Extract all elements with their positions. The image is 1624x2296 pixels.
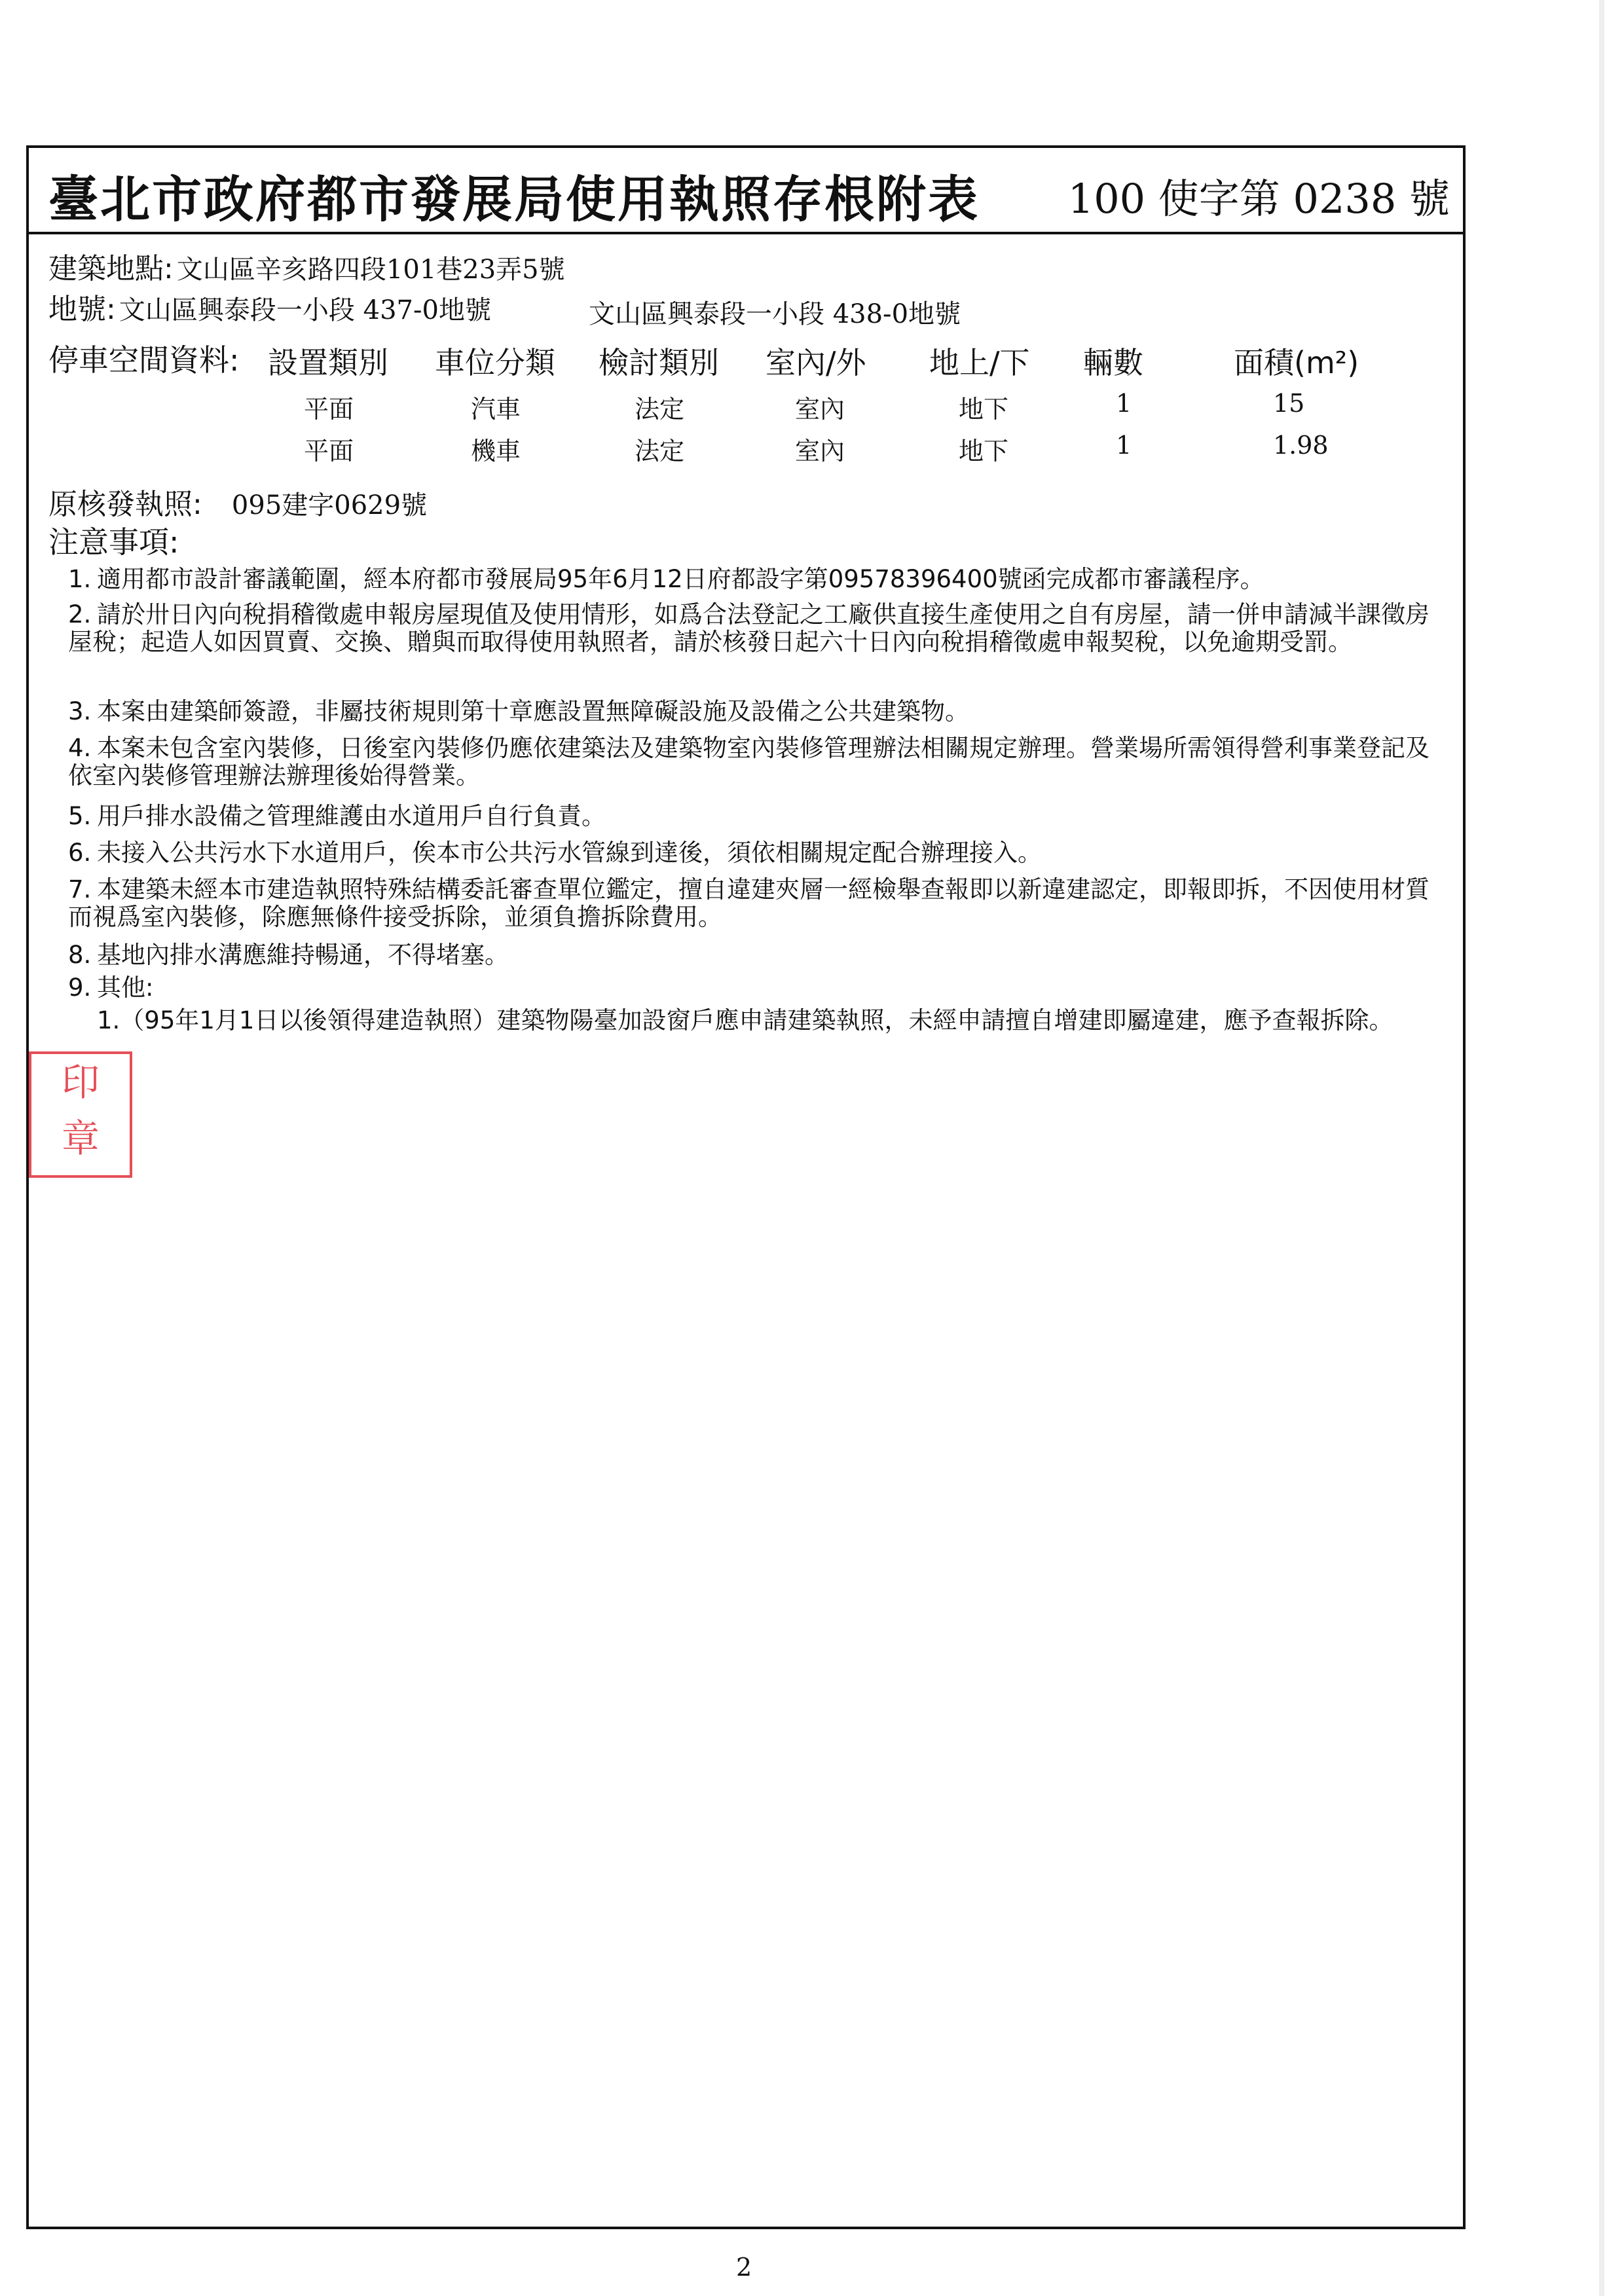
document-frame xyxy=(26,145,1466,2282)
parking-row-2-review-type: 法定 xyxy=(635,437,685,465)
parking-row-2-above-below: 地下 xyxy=(959,437,1009,465)
document-title: 臺北市政府都市發展局使用執照存根附表 xyxy=(48,170,980,228)
parking-header-indoor-outdoor: 室內/外 xyxy=(766,345,866,380)
note-item-4: 4. 本案未包含室內裝修，日後室內裝修仍應依建築法及建築物室內裝修管理辦法相關規定辦理。營業場所需領得營利事業登記及依室內裝修管理辦法辦理後始得營業。 xyxy=(68,734,1430,790)
original-permit-line xyxy=(48,481,427,522)
parking-row-2-area: 1.98 xyxy=(1273,431,1329,460)
parking-label: 停車空間資料: xyxy=(48,342,240,378)
address-line xyxy=(48,245,565,287)
lot-label: 地號: xyxy=(48,293,116,326)
parking-row-1-count: 1 xyxy=(1116,389,1132,418)
parking-row-1-area: 15 xyxy=(1273,389,1305,418)
parking-row-2-setting: 平面 xyxy=(304,437,354,465)
parking-row-1-space-type: 汽車 xyxy=(471,395,521,424)
parking-header-space-type: 車位分類 xyxy=(435,345,555,380)
note-item-9: 9. 其他: xyxy=(68,974,154,1002)
red-seal-stamp: 印 章 xyxy=(29,1051,132,1178)
lot-value-2: 文山區興泰段一小段 438-0地號 xyxy=(589,299,961,329)
parking-header-count: 輛數 xyxy=(1083,345,1143,380)
address-label: 建築地點: xyxy=(48,252,174,285)
parking-row-1-indoor-outdoor: 室內 xyxy=(795,395,845,424)
parking-header-area: 面積(m²) xyxy=(1234,345,1359,380)
address-value: 文山區辛亥路四段101巷23弄5號 xyxy=(176,255,565,285)
note-item-8: 8. 基地內排水溝應維持暢通，不得堵塞。 xyxy=(68,941,509,969)
note-item-3: 3. 本案由建築師簽證，非屬技術規則第十章應設置無障礙設施及設備之公共建築物。 xyxy=(68,697,969,725)
parking-header-review-type: 檢討類別 xyxy=(599,345,719,380)
notes-label: 注意事項: xyxy=(48,524,179,560)
note-item-6: 6. 未接入公共污水下水道用戶，俟本市公共污水管線到達後，須依相關規定配合辦理接入。 xyxy=(68,839,1042,867)
parking-header-setting: 設置類別 xyxy=(268,345,388,380)
page-number: 2 xyxy=(736,2253,752,2282)
original-permit-label: 原核發執照: xyxy=(48,488,202,521)
lot-value-1: 文山區興泰段一小段 437-0地號 xyxy=(119,295,491,325)
note-item-5: 5. 用戶排水設備之管理維護由水道用戶自行負責。 xyxy=(68,802,606,830)
scan-edge xyxy=(1599,0,1604,2296)
parking-row-1-above-below: 地下 xyxy=(959,395,1009,424)
parking-row-2-indoor-outdoor: 室內 xyxy=(795,437,845,465)
parking-row-1-setting: 平面 xyxy=(304,395,354,424)
parking-header-above-below: 地上/下 xyxy=(929,345,1030,380)
permit-number: 100 使字第 0238 號 xyxy=(1067,175,1450,223)
note-item-7: 7. 本建築未經本市建造執照特殊結構委託審查單位鑑定，擅自違建夾層一經檢舉查報即以新違建認定，即報即拆，不因使用材質而視爲室內裝修，除應無條件接受拆除，並須負擔拆除費用。 xyxy=(68,875,1430,931)
original-permit-value: 095建字0629號 xyxy=(231,490,428,520)
parking-row-2-space-type: 機車 xyxy=(471,437,521,465)
note-item-2: 2. 請於卅日內向稅捐稽徵處申報房屋現值及使用情形，如爲合法登記之工廠供直接生產使用之自有房屋，請一併申請減半課徵房屋稅；起造人如因買賣、交換、贈與而取得使用執照者，請於核發日起六十日內向稅捐稽徵處申報契稅，以免逾期受罰。 xyxy=(68,600,1430,656)
lot-line xyxy=(48,285,491,327)
note-item-1: 1. 適用都市設計審議範圍，經本府都市發展局95年6月12日府都設字第09578396400號函完成都市審議程序。 xyxy=(68,565,1264,593)
parking-row-1-review-type: 法定 xyxy=(635,395,685,424)
parking-row-2-count: 1 xyxy=(1116,431,1132,460)
title-row xyxy=(29,148,1463,234)
other-note: 1.（95年1月1日以後領得建造執照）建築物陽臺加設窗戶應申請建築執照，未經申請擅自增建即屬違建，應予查報拆除。 xyxy=(97,1006,1393,1034)
